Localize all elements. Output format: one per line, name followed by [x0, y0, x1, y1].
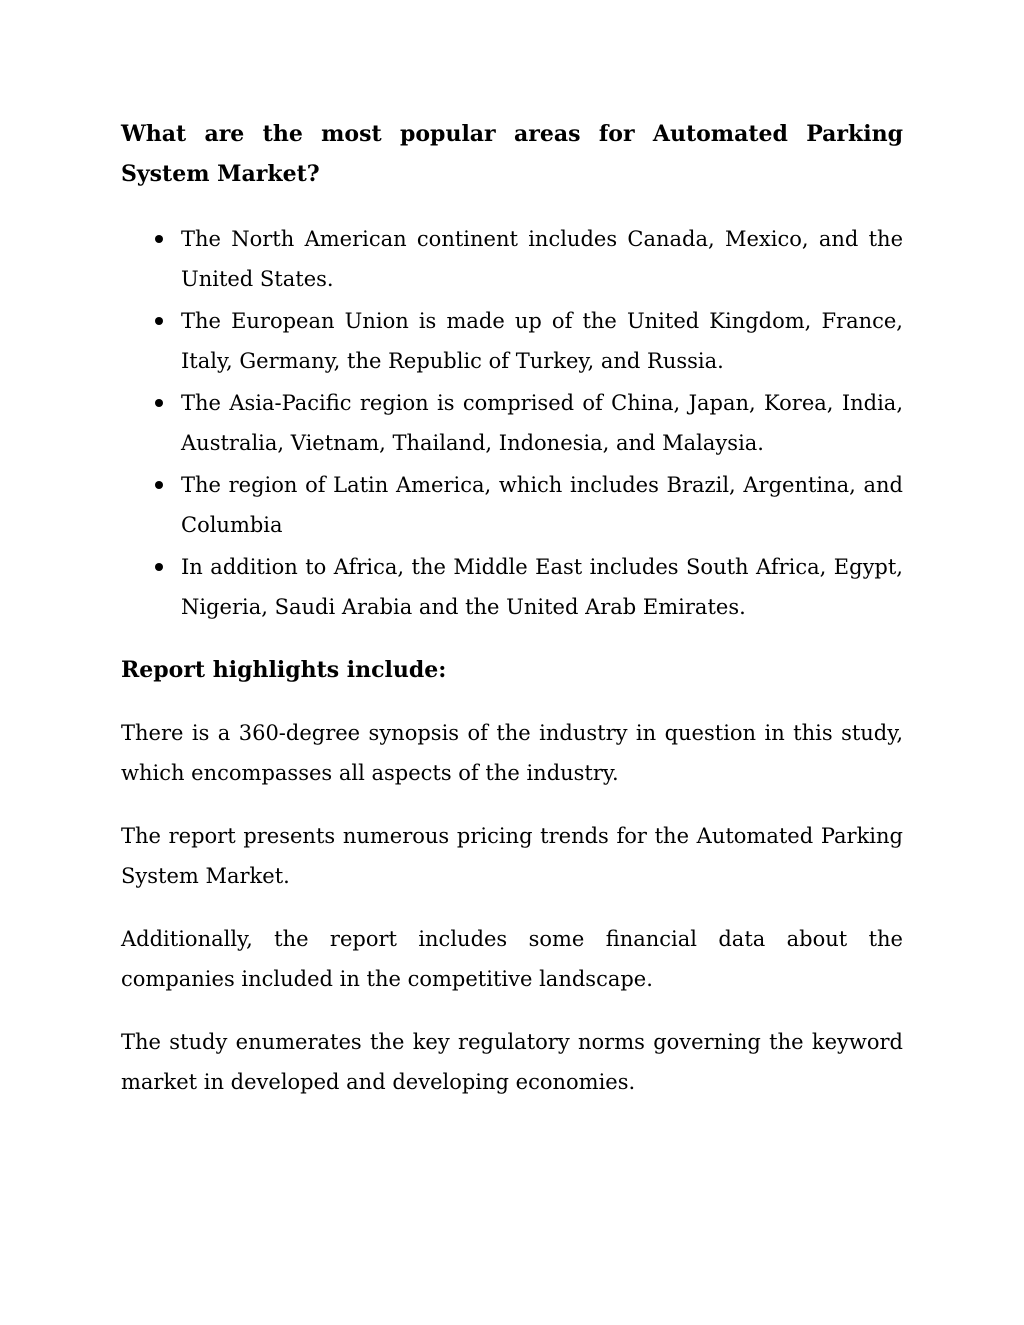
highlight-paragraph: The report presents numerous pricing trends for the Automated Parking System Market. [121, 824, 903, 888]
bullet-icon [155, 317, 163, 325]
bullet-icon [155, 481, 163, 489]
highlight-paragraph: The study enumerates the key regulatory norms governing the keyword market in developed and developing economies. [121, 1030, 903, 1094]
list-item-text: The Asia-Pacific region is comprised of China, Japan, Korea, India, Australia, Vietnam, Thailand, Indonesia, and Malaysia. [181, 391, 903, 455]
regions-list [121, 219, 903, 627]
list-item [121, 219, 903, 299]
highlight-paragraph: There is a 360-degree synopsis of the industry in question in this study, which encompasses all aspects of the industry. [121, 721, 903, 785]
list-item [121, 383, 903, 463]
highlights-heading: Report highlights include: [121, 657, 447, 683]
list-item-text: The European Union is made up of the United Kingdom, France, Italy, Germany, the Republic of Turkey, and Russia. [181, 309, 903, 373]
bullet-icon [155, 563, 163, 571]
highlight-paragraph: Additionally, the report includes some financial data about the companies included in the competitive landscape. [121, 927, 903, 991]
regions-heading: What are the most popular areas for Automated Parking System Market? [121, 121, 903, 187]
list-item-text: In addition to Africa, the Middle East includes South Africa, Egypt, Nigeria, Saudi Arabia and the United Arab Emirates. [181, 555, 903, 619]
list-item [121, 301, 903, 381]
list-item-text: The North American continent includes Canada, Mexico, and the United States. [181, 227, 903, 291]
bullet-icon [155, 399, 163, 407]
list-item [121, 547, 903, 627]
list-item [121, 465, 903, 545]
document-page [121, 114, 903, 1125]
list-item-text: The region of Latin America, which includes Brazil, Argentina, and Columbia [181, 473, 903, 537]
bullet-icon [155, 235, 163, 243]
